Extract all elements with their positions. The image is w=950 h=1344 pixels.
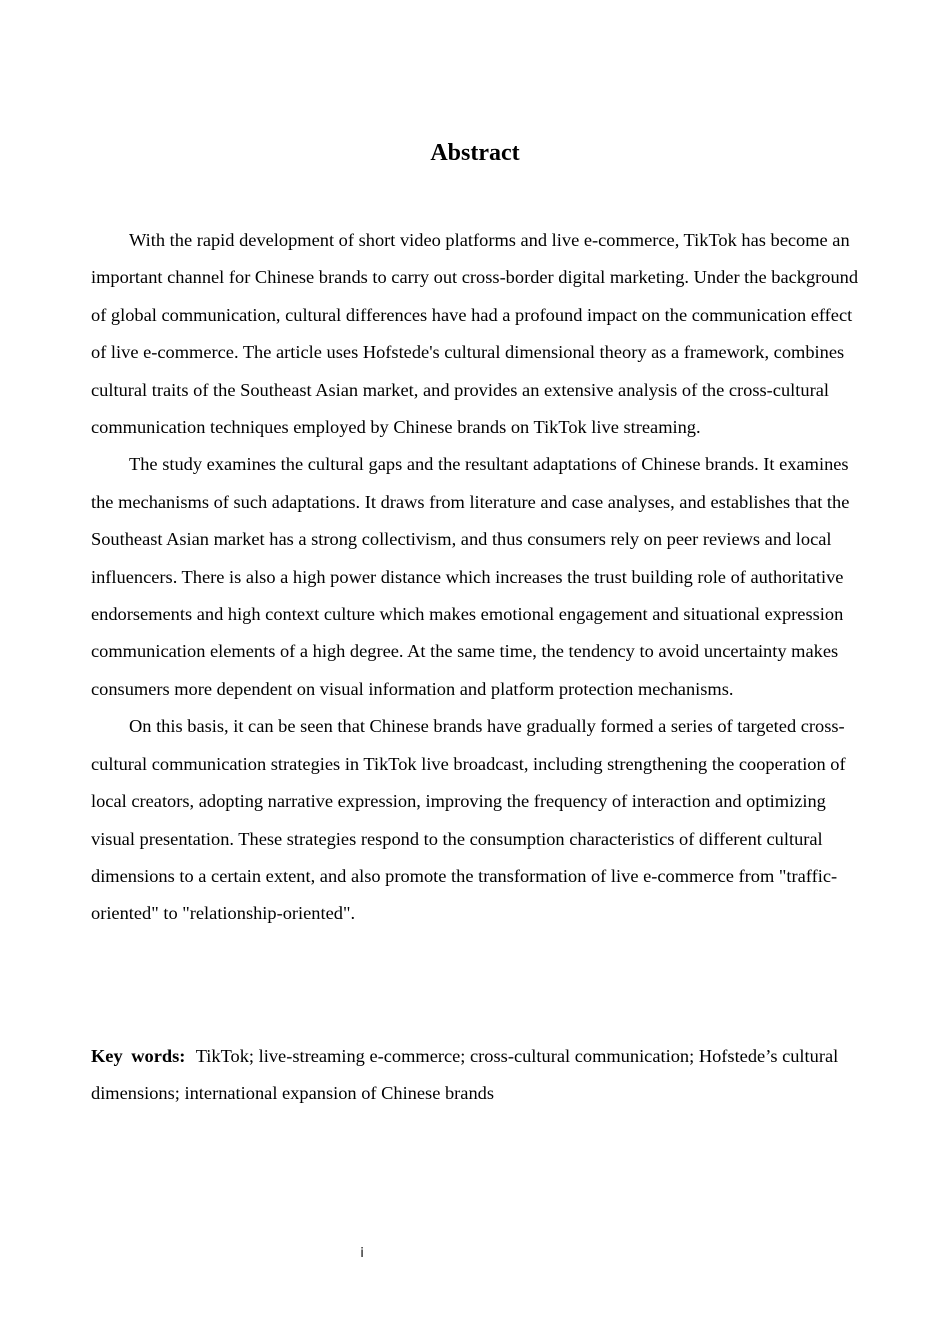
keywords-label: Key words:: [91, 1046, 186, 1066]
abstract-paragraph-3: On this basis, it can be seen that Chinese brands have gradually formed a series of targeted cross-cultural communication strategies in TikTok live broadcast, including strengthening the cooperation of local creators, adopting narrative expression, improving the frequency of interaction and optimizing visual presentation. These strategies respond to the consumption characteristics of different cultural dimensions to a certain extent, and also promote the transformation of live e-commerce from "traffic-oriented" to "relationship-oriented".: [91, 716, 846, 924]
keywords-line: [91, 1038, 861, 1113]
keywords-text: TikTok; live-streaming e-commerce; cross-cultural communication; Hofstede’s cultural dimensions; international expansion of Chinese brands: [91, 1046, 839, 1104]
abstract-body: [91, 222, 861, 933]
page-title: Abstract: [430, 140, 520, 166]
abstract-paragraph-2: The study examines the cultural gaps and the resultant adaptations of Chinese brands. It examines the mechanisms of such adaptations. It draws from literature and case analyses, and establishes that the Southeast Asian market has a strong collectivism, and thus consumers rely on peer reviews and local influencers. There is also a high power distance which increases the trust building role of authoritative endorsements and high context culture which makes emotional engagement and situational expression communication elements of a high degree. At the same time, the tendency to avoid uncertainty makes consumers more dependent on visual information and platform protection mechanisms.: [91, 454, 850, 699]
abstract-paragraph-1: With the rapid development of short video platforms and live e-commerce, TikTok has become an important channel for Chinese brands to carry out cross-border digital marketing. Under the background of global communication, cultural differences have had a profound impact on the communication effect of live e-commerce. The article uses Hofstede's cultural dimensional theory as a framework, combines cultural traits of the Southeast Asian market, and provides an extensive analysis of the cross-cultural communication techniques employed by Chinese brands on TikTok live streaming.: [91, 230, 859, 438]
page-number: i: [360, 1246, 364, 1261]
